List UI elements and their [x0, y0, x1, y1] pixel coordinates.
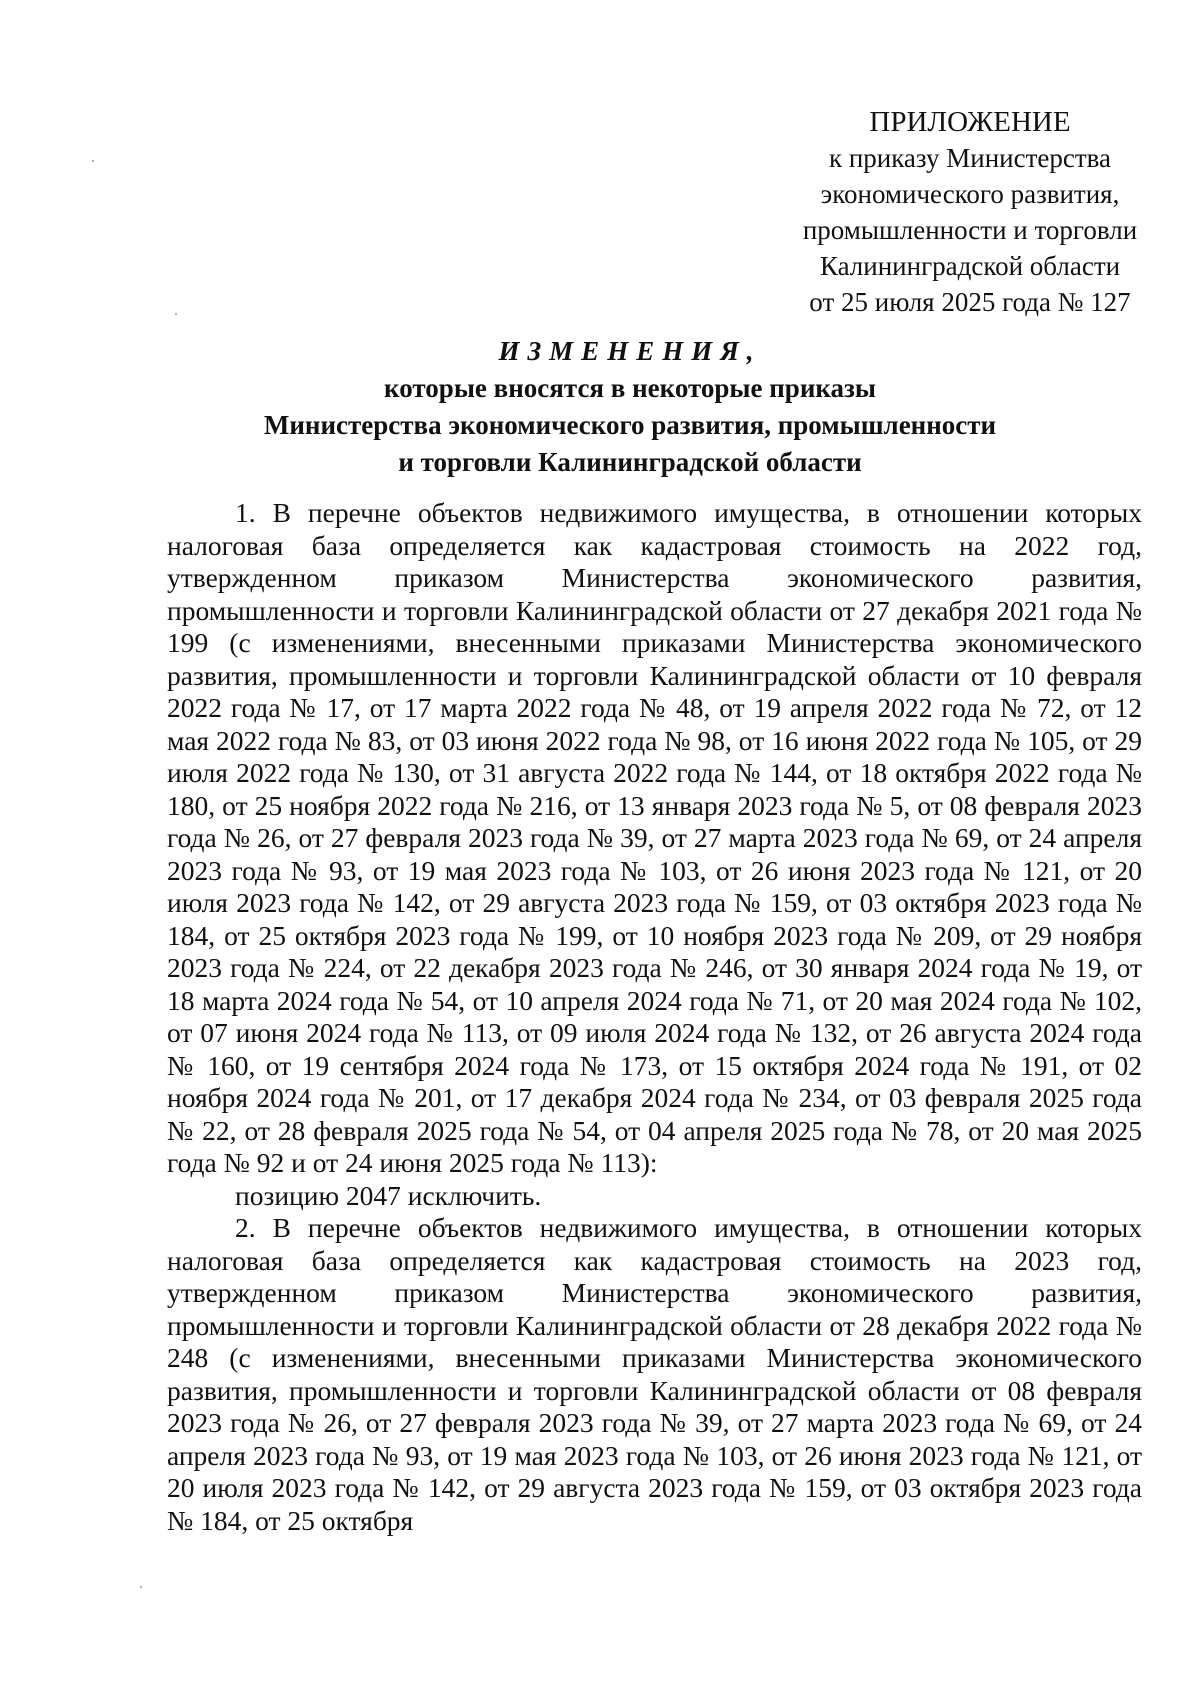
- paragraph-item-1: 1. В перечне объектов недвижимого имущества, в отношении которых налоговая база определяется как кадастровая стоимость на 2022 год, утвержденном приказом Министерства экономического развития, промышленности и торговли Калининградской области от 27 декабря 2021 года № 199 (с изменениями, внесенными приказами Министерства экономического развития, промышленности и торговли Калининградской области от 10 февраля 2022 года № 17, от 17 марта 2022 года № 48, от 19 апреля 2022 года № 72, от 12 мая 2022 года № 83, от 03 июня 2022 года № 98, от 16 июня 2022 года № 105, от 29 июля 2022 года № 130, от 31 августа 2022 года № 144, от 18 октября 2022 года № 180, от 25 ноября 2022 года № 216, от 13 января 2023 года № 5, от 08 февраля 2023 года № 26, от 27 февраля 2023 года № 39, от 27 марта 2023 года № 69, от 24 апреля 2023 года № 93, от 19 мая 2023 года № 103, от 26 июня 2023 года № 121, от 20 июля 2023 года № 142, от 29 августа 2023 года № 159, от 03 октября 2023 года № 184, от 25 октября 2023 года № 199, от 10 ноября 2023 года № 209, от 29 ноября 2023 года № 224, от 22 декабря 2023 года № 246, от 30 января 2024 года № 19, от 18 марта 2024 года № 54, от 10 апреля 2024 года № 71, от 20 мая 2024 года № 102, от 07 июня 2024 года № 113, от 09 июля 2024 года № 132, от 26 августа 2024 года № 160, от 19 сентября 2024 года № 173, от 15 октября 2024 года № 191, от 02 ноября 2024 года № 201, от 17 декабря 2024 года № 234, от 03 февраля 2025 года № 22, от 28 февраля 2025 года № 54, от 04 апреля 2025 года № 78, от 20 мая 2025 года № 92 и от 24 июня 2025 года № 113):: [167, 497, 1142, 1178]
- body-text: [167, 497, 1142, 1537]
- appendix-line: к приказу Министерства: [828, 143, 1112, 173]
- appendix-block: [790, 104, 1150, 320]
- appendix-line: от 25 июля 2025 года № 127: [809, 287, 1131, 317]
- paragraph-exclusion: позицию 2047 исключить.: [235, 1179, 542, 1211]
- subtitle-line: Министерства экономического развития, промышленности: [263, 410, 997, 440]
- subtitle-line: которые вносятся в некоторые приказы: [384, 373, 876, 403]
- appendix-line: экономического развития,: [820, 179, 1120, 209]
- paragraph-item-2: 2. В перечне объектов недвижимого имущества, в отношении которых налоговая база определяется как кадастровая стоимость на 2023 год, утвержденном приказом Министерства экономического развития, промышленности и торговли Калининградской области от 28 декабря 2022 года № 248 (с изменениями, внесенными приказами Министерства экономического развития, промышленности и торговли Калининградской области от 08 февраля 2023 года № 26, от 27 февраля 2023 года № 39, от 27 марта 2023 года № 69, от 24 апреля 2023 года № 93, от 19 мая 2023 года № 103, от 26 июня 2023 года № 121, от 20 июля 2023 года № 142, от 29 августа 2023 года № 159, от 03 октября 2023 года № 184, от 25 октября: [167, 1212, 1142, 1536]
- appendix-heading: ПРИЛОЖЕНИЕ: [869, 106, 1071, 138]
- title-block: [170, 333, 1090, 481]
- scan-speck: [92, 160, 94, 162]
- appendix-line: Калининградской области: [819, 251, 1121, 281]
- scan-speck: [175, 313, 177, 315]
- scan-speck: [140, 1586, 142, 1588]
- subtitle-line: и торговли Калининградской области: [398, 447, 862, 477]
- appendix-line: промышленности и торговли: [802, 215, 1138, 245]
- document-title: ИЗМЕНЕНИЯ,: [498, 336, 762, 366]
